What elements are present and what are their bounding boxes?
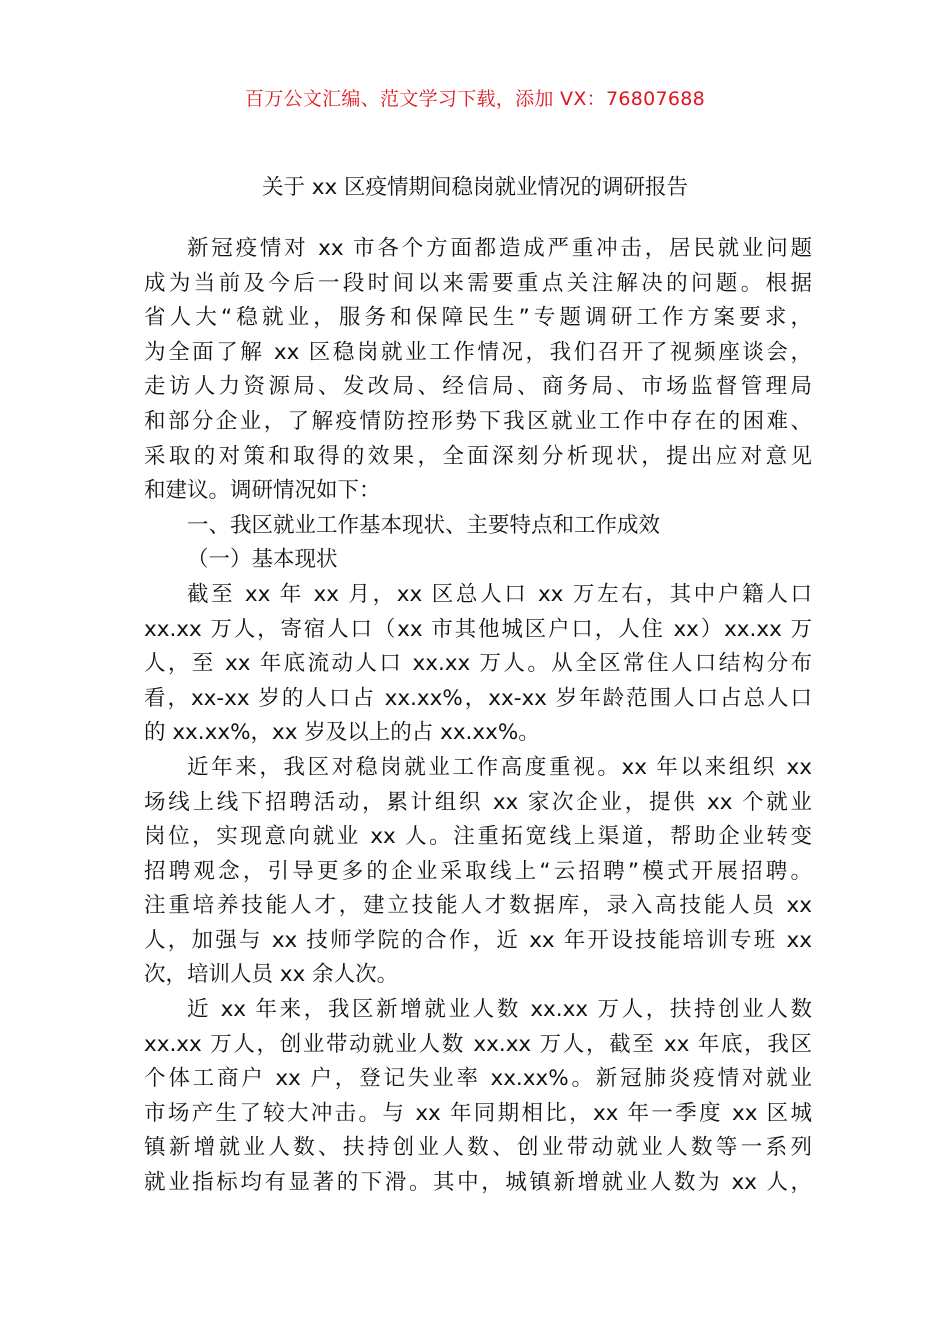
text-line: 为全面了解 xx 区稳岗就业工作情况，我们召开了视频座谈会，: [144, 339, 812, 365]
subsection-heading: [144, 543, 812, 578]
section-heading: [144, 509, 812, 544]
text-line: xx.xx 万人，寄宿人口（xx 市其他城区户口，人住 xx）xx.xx 万: [144, 616, 812, 642]
paragraph-statistics: [144, 993, 812, 1201]
paragraph-recent-years: [144, 751, 812, 993]
document-body: [144, 232, 812, 1201]
text-line: 近年来，我区对稳岗就业工作高度重视。xx 年以来组织 xx: [187, 754, 812, 780]
text-line: 市场产生了较大冲击。与 xx 年同期相比，xx 年一季度 xx 区城: [144, 1100, 812, 1126]
text-line: 和部分企业，了解疫情防控形势下我区就业工作中存在的困难、: [144, 408, 812, 434]
document-title: 关于 xx 区疫情期间稳岗就业情况的调研报告: [261, 175, 689, 200]
text-line: 的 xx.xx%，xx 岁及以上的占 xx.xx%。: [144, 720, 540, 746]
text-line: 成为当前及今后一段时间以来需要重点关注解决的问题。根据: [144, 270, 812, 296]
text-line: 采取的对策和取得的效果，全面深刻分析现状，提出应对意见: [144, 443, 812, 469]
text-line: 省人大“稳就业，服务和保障民生”专题调研工作方案要求，: [144, 305, 812, 331]
paragraph-intro: [144, 232, 812, 509]
subsection-heading-text: （一）基本现状: [187, 547, 338, 573]
text-line: 人，加强与 xx 技师学院的合作，近 xx 年开设技能培训专班 xx: [144, 927, 812, 953]
text-line: 注重培养技能人才，建立技能人才数据库，录入高技能人员 xx: [144, 893, 812, 919]
text-line: 看，xx-xx 岁的人口占 xx.xx%，xx-xx 岁年龄范围人口占总人口: [144, 685, 812, 711]
text-line: xx.xx 万人，创业带动就业人数 xx.xx 万人，截至 xx 年底，我区: [144, 1031, 812, 1057]
text-line: 走访人力资源局、发改局、经信局、商务局、市场监督管理局: [144, 374, 812, 400]
text-line: 招聘观念，引导更多的企业采取线上“云招聘”模式开展招聘。: [144, 858, 812, 884]
text-line: 岗位，实现意向就业 xx 人。注重拓宽线上渠道，帮助企业转变: [144, 824, 812, 850]
section-heading-text: 一、我区就业工作基本现状、主要特点和工作成效: [187, 512, 661, 538]
text-line: 个体工商户 xx 户，登记失业率 xx.xx%。新冠肺炎疫情对就业: [144, 1066, 812, 1092]
text-line: 就业指标均有显著的下滑。其中，城镇新增就业人数为 xx 人，: [144, 1170, 812, 1196]
text-line: 新冠疫情对 xx 市各个方面都造成严重冲击，居民就业问题: [187, 236, 812, 261]
text-line: 截至 xx 年 xx 月，xx 区总人口 xx 万左右，其中户籍人口: [187, 581, 812, 607]
promo-banner: 百万公文汇编、范文学习下载，添加 VX：76807688: [244, 88, 706, 110]
text-line: 和建议。调研情况如下：: [144, 478, 381, 504]
text-line: 场线上线下招聘活动，累计组织 xx 家次企业，提供 xx 个就业: [144, 789, 812, 815]
text-line: 镇新增就业人数、扶持创业人数、创业带动就业人数等一系列: [144, 1135, 812, 1161]
paragraph-population: [144, 578, 812, 751]
text-line: 次，培训人员 xx 余人次。: [144, 962, 399, 988]
text-line: 人，至 xx 年底流动人口 xx.xx 万人。从全区常住人口结构分布: [144, 651, 812, 677]
text-line: 近 xx 年来，我区新增就业人数 xx.xx 万人，扶持创业人数: [187, 997, 812, 1023]
